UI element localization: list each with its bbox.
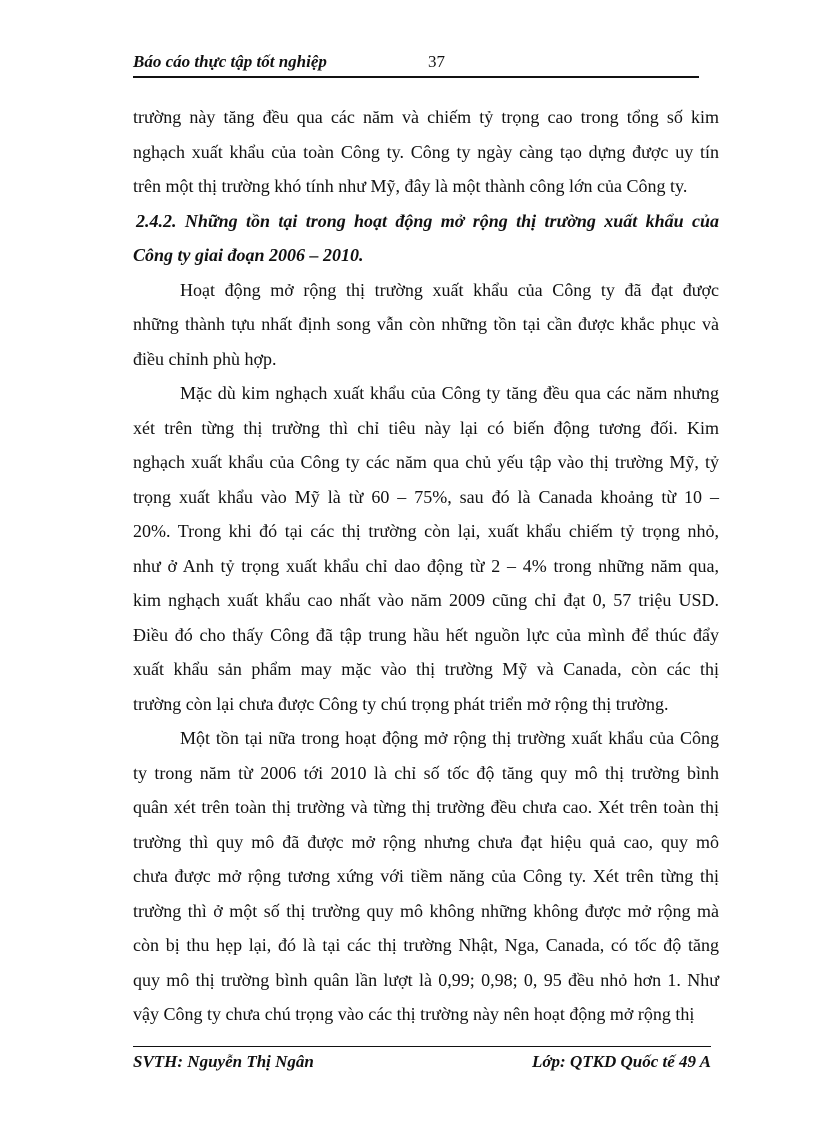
body-line: nghạch xuất khẩu của Công ty các năm qua chủ yếu tập vào thị trường Mỹ, tỷ [133,452,719,472]
body-text [133,100,719,1032]
body-line: xuất khẩu sản phẩm may mặc vào thị trường Mỹ và Canada, còn các thị [133,659,719,679]
body-line: nghạch xuất khẩu của toàn Công ty. Công ty ngày càng tạo dựng được uy tín [133,141,719,162]
body-line: trường thì quy mô đã được mở rộng nhưng chưa đạt hiệu quả cao, quy mô [133,831,719,852]
body-line: ty trong năm từ 2006 tới 2010 là chỉ số tốc độ tăng quy mô thị trường bình [133,762,719,783]
body-line: vậy Công ty chưa chú trọng vào các thị trường này nên hoạt động mở rộng thị [133,1004,695,1024]
student-name: SVTH: Nguyễn Thị Ngân [133,1052,314,1071]
body-line: trường thì ở một số thị trường quy mô không những không được mở rộng mà [133,900,719,921]
footer-divider [133,1046,711,1047]
page-footer [133,1052,711,1076]
body-line: quy mô thị trường bình quân lần lượt là 0,99; 0,98; 0, 95 đều nhỏ hơn 1. Như [133,969,719,990]
body-line: những thành tựu nhất định song vẫn còn những tồn tại cần được khắc phục và [133,314,719,334]
body-line: xét trên từng thị trường thì chỉ tiêu này lại có biến động tương đối. Kim [133,417,719,438]
body-line: như ở Anh tỷ trọng xuất khẩu chỉ dao động từ 2 – 4% trong những năm qua, [133,555,719,576]
body-line: Một tồn tại nữa trong hoạt động mở rộng thị trường xuất khẩu của Công [180,728,719,748]
body-line: Điều đó cho thấy Công đã tập trung hầu hết nguồn lực của mình để thúc đẩy [133,624,719,645]
body-line: quân xét trên toàn thị trường và từng thị trường đều chưa cao. Xét trên toàn thị [133,797,719,817]
body-line: 20%. Trong khi đó tại các thị trường còn lại, xuất khẩu chiếm tỷ trọng nhỏ, [133,521,719,541]
body-line: trọng xuất khẩu vào Mỹ là từ 60 – 75%, sau đó là Canada khoảng từ 10 – [133,486,719,507]
page-header [133,52,699,76]
class-label: Lớp: QTKD Quốc tế 49 A [532,1052,711,1071]
body-line: trường còn lại chưa được Công ty chú trọng phát triển mở rộng thị trường. [133,693,669,714]
body-line: còn bị thu hẹp lại, đó là tại các thị trường Nhật, Nga, Canada, có tốc độ tăng [133,935,719,955]
body-line: điều chỉnh phù hợp. [133,348,277,369]
body-line: trường này tăng đều qua các năm và chiếm tỷ trọng cao trong tổng số kim [133,107,719,127]
section-heading-line: Công ty giai đoạn 2006 – 2010. [133,245,364,265]
body-line: Hoạt động mở rộng thị trường xuất khẩu của Công ty đã đạt được [180,279,719,300]
section-heading-line: 2.4.2. Những tồn tại trong hoạt động mở rộng thị trường xuất khẩu của [136,210,719,231]
body-line: trên một thị trường khó tính như Mỹ, đây là một thành công lớn của Công ty. [133,176,688,196]
page-number: 37 [428,52,445,71]
body-line: chưa được mở rộng tương xứng với tiềm năng của Công ty. Xét trên từng thị [133,866,719,886]
body-line: kim nghạch xuất khẩu cao nhất vào năm 2009 cũng chỉ đạt 0, 57 triệu USD. [133,590,719,610]
body-line: Mặc dù kim nghạch xuất khẩu của Công ty tăng đều qua các năm nhưng [180,383,719,403]
report-title: Báo cáo thực tập tốt nghiệp [133,52,327,71]
header-divider [133,76,699,78]
